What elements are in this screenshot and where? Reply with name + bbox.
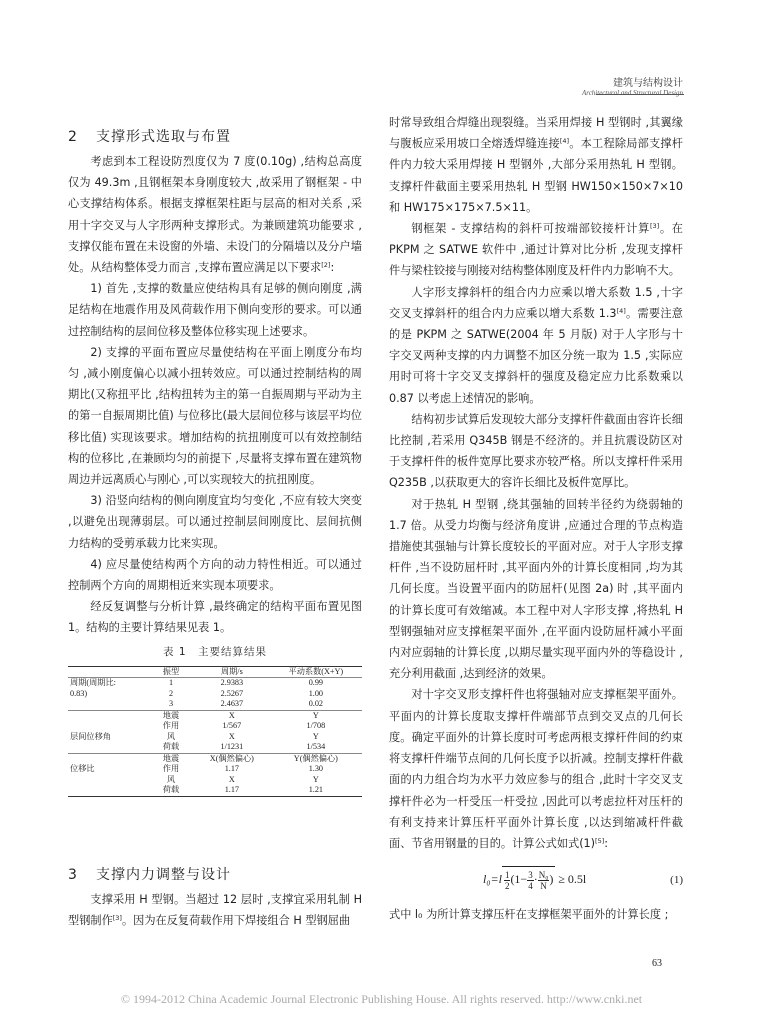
table-cell: X [228,774,235,784]
paragraph: 对于热轧 H 型钢 ,绕其强轴的回转半径约为绕弱轴的 1.7 倍。从受力均衡与经济角度讲 ,应通过合理的节点构造措施使其强轴与计算长度较长的平面对应。对于人字形支撑杆件 ,当不设防屈杆时 ,其平面内外的计算长度相同 ,均为其几何长度。当设置平面内的防屈杆(见图 2a) 时 ,其平面内的计算长度可有效缩减。本工程中对人字形支撑 ,将热轧 H 型钢强轴对应支撑框架平面外 ,在平面内设防屈杆减小平面内对应弱轴的计算长度 ,以期尽量实现平面内外的等稳设计 ,充分利用截面 ,达到经济的效果。 [389,497,683,681]
paragraph: 3) 沿竖向结构的侧向刚度宜均匀变化 ,不应有较大突变 ,以避免出现薄弱层。可以通过控制层间刚度比、层间抗侧力结构的受剪承载力比来实现。 [68,494,362,550]
table-row [68,785,362,796]
page-number: 63 [652,958,662,969]
table-cell: 作用 [162,764,180,774]
table-cell: 2.9383 [194,678,270,689]
table-cell: 0.83) [70,688,88,698]
table-cell: 层间位移角 [70,731,111,741]
table-cell: 1.30 [308,764,324,774]
table-cell: 风 [166,774,176,784]
citation[interactable]: [3] [649,222,660,231]
table-cell [68,666,148,678]
table-cell [68,775,148,786]
table-cell: 2.5267 [220,688,244,698]
table-cell: 地震 [148,753,194,764]
table-cell [68,785,148,796]
equation-number: (1) [670,874,683,887]
table-cell: 0.02 [308,699,324,709]
table-cell: 荷载 [162,742,180,752]
table-cell: 1/567 [222,721,242,731]
table-row [68,689,362,700]
paragraph: 人字形支撑斜杆的组合内力应乘以增大系数 1.5 ,十字交叉支撑斜杆的组合内力应乘以增大系数 1.3[4]。需要注意的是 PKPM 之 SATWE(2004 年 5 月版) 对于人字形与十字交叉两种支撑的内力调整不加区分统一取为 1.5 ,实际应用时可将十字交叉支撑斜杆的强度及稳定应力比系数乘以 0.87 以考虑上述情况的影响。 [389,285,683,405]
table-cell [68,699,148,710]
table-row [68,753,362,764]
header-rule [596,94,684,95]
section-number: 2 [68,129,78,145]
table-row [68,742,362,753]
table-row [68,732,362,743]
copyright-footer: © 1994-2012 China Academic Journal Electronic Publishing House. All rights reserved. http://www.cnki.net [120,992,643,1006]
table-cell [68,721,148,732]
table-cell: 2.4637 [220,699,244,709]
table-row [68,678,362,689]
paragraph: 经反复调整与分析计算 ,最终确定的结构平面布置见图 1。结构的主要计算结果见表 1。 [68,600,362,635]
citation[interactable]: [4] [559,137,570,146]
table-cell: 地震 [148,710,194,721]
paragraph: 考虑到本工程设防烈度仅为 7 度(0.10g) ,结构总高度仅为 49.3m ,且钢框架本身刚度较大 ,故采用了钢框架 - 中心支撑结构体系。根据支撑框架柱距与层高的相对关系 ,采用十字交叉与人字形两种支撑形式。为兼顾建筑功能要求 ,支撑仅能布置在未设窗的外墙、未设门的分隔墙以及分户墙处。从结构整体受力而言 ,支撑布置应满足以下要求[2]: [68,155,362,275]
table-cell [68,710,148,721]
table-cell: Y [270,710,362,721]
paragraph: 钢框架 - 支撑结构的斜杆可按端部铰接杆计算[3]。在 PKPM 之 SATWE 软件中 ,通过计算对比分析 ,发现支撑杆件与梁柱铰接与刚接对结构整体刚度及杆件内力影响不大。 [389,222,683,278]
table-cell: X [228,731,235,741]
table-cell: 1 [148,678,194,689]
table-cell: 风 [166,731,176,741]
paragraph: 4) 应尽量使结构两个方向的动力特性相近。可以通过控制两个方向的周期相近来实现本项要求。 [68,557,362,593]
journal-title-cn: 建筑与结构设计 [613,78,683,89]
citation[interactable]: [2] [321,261,331,270]
table-cell: Y [312,774,319,784]
table-cell: 1/708 [306,721,326,731]
table-cell: 1.17 [224,764,240,774]
paragraph: 式中 l₀ 为所计算支撑压杆在支撑框架平面外的计算长度 ; [389,908,669,922]
paragraph: 对十字交叉形支撑杆件也将强轴对应支撑框架平面外。平面内的计算长度取支撑杆件端部节点到交叉点的几何长度。确定平面外的计算长度时可考虑两根支撑杆件间的约束将支撑杆件端节点间的几何长度予以折减。控制支撑杆件截面的内力组合均为水平力效应参与的组合 ,此时十字交叉支撑杆件必为一杆受压一杆受拉 ,因此可以考虑拉杆对压杆的有利支持来计算压杆平面外计算长度 ,以达到缩减杆件截面、节省用钢量的目的。计算公式如式(1)[5]: [389,688,683,850]
paragraph: 时常导致组合焊缝出现裂缝。当采用焊接 H 型钢时 ,其翼缘与腹板应采用坡口全熔透焊缝连接[4]。本工程除局部支撑杆件内力较大采用焊接 H 型钢外 ,大部分采用热轧 H 型钢。支撑杆件截面主要采用热轧 H 型钢 HW150×150×7×10 和 HW175×175×7.5×11。 [389,116,683,214]
table-cell: 平动系数(X+Y) [270,666,362,678]
table-cell: 1.00 [308,688,324,698]
table-cell: 3 [168,699,174,709]
paragraph: 结构初步试算后发现较大部分支撑杆件截面由容许长细比控制 ,若采用 Q345B 钢是不经济的。并且抗震设防区对于支撑杆件的板件宽厚比要求亦较严格。所以支撑杆件采用 Q235B ,以获取更大的容许长细比及板件宽厚比。 [389,412,683,490]
paragraph: 支撑采用 H 型钢。当超过 12 层时 ,支撑宜采用轧制 H 型钢制作[3]。因为在反复荷载作用下焊接组合 H 型钢屈曲 [68,893,362,928]
table-row [68,710,362,721]
section-2-heading [68,126,362,148]
table-cell: 作用 [162,721,180,731]
paragraph: 2) 支撑的平面布置应尽量使结构在平面上刚度分布均匀 ,减小刚度偏心以减小扭转效应。可以通过控制结构的周期比(又称扭平比 ,结构扭转为主的第一自振周期与平动为主的第一自振周期比值) 与位移比(最大层间位移与该层平均位移比值) 实现该要求。增加结构的抗扭刚度可以有效控制结构的位移比 ,在兼顾均匀的前提下 ,尽量将支撑布置在建筑物周边并远离质心与刚心 ,可以实现较大的抗扭刚度。 [68,345,362,487]
table-row [68,775,362,786]
citation[interactable]: [3] [112,914,122,923]
right-column [389,112,683,925]
table-row [68,721,362,732]
table-cell: X [194,710,270,721]
journal-title-en: Architectural and Structural Design [581,89,683,97]
section-title: 支撑内力调整与设计 [96,867,231,883]
table-caption: 表 1 主要结算结果 [162,645,268,658]
table-cell: 荷载 [148,785,194,796]
paragraph: 1) 首先 ,支撑的数量应使结构具有足够的侧向刚度 ,满足结构在地震作用及风荷载作用下侧向变形的要求。可以通过控制结构的层间位移及整体位移实现上述要求。 [68,282,362,338]
table-cell: 1/534 [306,742,326,752]
table-cell: 0.99 [270,678,362,689]
table-cell: 1.21 [270,785,362,796]
equation-body: l₀=l $\frac{1}{2}$ (1− $\frac{3}{4}$ · $\frac{\text{N₀}}{N}$ ) ≥ 0.5l [483,866,586,891]
citation[interactable]: [4] [616,306,626,315]
table-cell: 1.17 [194,785,270,796]
table-cell: 周期/s [194,666,270,678]
results-table [68,666,362,797]
sqrt-icon: $\frac{1}{2}$ (1− $\frac{3}{4}$ · $\frac{\text{N₀}}{N}$ ) [502,866,555,891]
table-row [68,666,362,678]
table-cell: Y(偶然偏心) [270,753,362,764]
table-row [68,764,362,775]
section-number: 3 [68,867,78,883]
section-3-heading [68,864,362,886]
table-cell [68,753,148,764]
table-cell [68,742,148,753]
citation[interactable]: [5] [595,836,605,845]
table-cell: Y [312,731,319,741]
left-column-lower [68,864,362,931]
equation-1 [389,858,683,902]
section-title: 支撑形式选取与布置 [96,129,231,145]
table-cell: 1/1231 [220,742,244,752]
table-cell: X(偶然偏心) [194,753,270,764]
table-row [68,699,362,710]
table-cell: 周期(周期比: [68,678,148,689]
left-column [68,126,362,797]
table-cell: 振型 [148,666,194,678]
table-cell: 位移比 [70,764,95,774]
table-cell: 2 [168,688,174,698]
